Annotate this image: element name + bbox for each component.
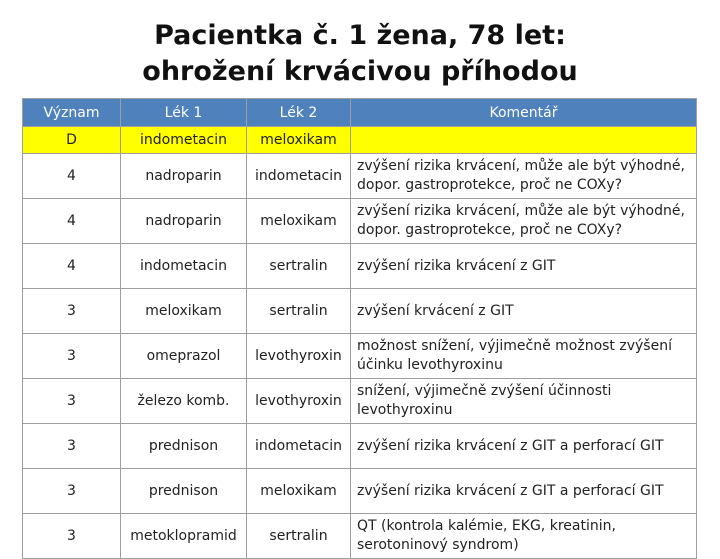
cell-vyznam: 4 bbox=[23, 154, 121, 199]
page-title bbox=[0, 18, 720, 90]
header-vyznam: Význam bbox=[23, 99, 121, 127]
cell-lek-2: meloxikam bbox=[247, 199, 351, 244]
cell-lek-1: indometacin bbox=[121, 127, 247, 154]
cell-komentar: zvýšení rizika krvácení z GIT a perforací GIT bbox=[351, 424, 697, 469]
cell-vyznam: 4 bbox=[23, 199, 121, 244]
table-row bbox=[23, 154, 697, 199]
cell-komentar: možnost snížení, výjimečně možnost zvýšení účinku levothyroxinu bbox=[351, 334, 697, 379]
cell-komentar: zvýšení rizika krvácení z GIT a perforací GIT bbox=[351, 469, 697, 514]
cell-lek-1: omeprazol bbox=[121, 334, 247, 379]
cell-komentar: zvýšení rizika krvácení, může ale být výhodné, dopor. gastroprotekce, proč ne COXy? bbox=[351, 199, 697, 244]
cell-komentar bbox=[351, 127, 697, 154]
table-row bbox=[23, 514, 697, 559]
cell-komentar: zvýšení rizika krvácení z GIT bbox=[351, 244, 697, 289]
cell-lek-1: prednison bbox=[121, 469, 247, 514]
cell-vyznam: 3 bbox=[23, 424, 121, 469]
cell-vyznam: 3 bbox=[23, 514, 121, 559]
cell-lek-2: meloxikam bbox=[247, 127, 351, 154]
cell-lek-2: indometacin bbox=[247, 154, 351, 199]
cell-komentar: snížení, výjimečně zvýšení účinnosti levothyroxinu bbox=[351, 379, 697, 424]
cell-lek-1: indometacin bbox=[121, 244, 247, 289]
table-row bbox=[23, 379, 697, 424]
cell-lek-1: prednison bbox=[121, 424, 247, 469]
table-row bbox=[23, 244, 697, 289]
header-lek-1: Lék 1 bbox=[121, 99, 247, 127]
cell-lek-2: levothyroxin bbox=[247, 334, 351, 379]
cell-komentar: zvýšení krvácení z GIT bbox=[351, 289, 697, 334]
cell-vyznam: 3 bbox=[23, 289, 121, 334]
table-row bbox=[23, 289, 697, 334]
title-line-1: Pacientka č. 1 žena, 78 let: bbox=[154, 20, 566, 51]
cell-lek-2: levothyroxin bbox=[247, 379, 351, 424]
cell-vyznam: 3 bbox=[23, 379, 121, 424]
table-row bbox=[23, 469, 697, 514]
cell-lek-1: metoklopramid bbox=[121, 514, 247, 559]
cell-vyznam: 3 bbox=[23, 334, 121, 379]
cell-lek-2: sertralin bbox=[247, 289, 351, 334]
header-komentar: Komentář bbox=[351, 99, 697, 127]
table-row bbox=[23, 424, 697, 469]
cell-lek-2: sertralin bbox=[247, 244, 351, 289]
table-header-row bbox=[23, 99, 697, 127]
cell-lek-1: nadroparin bbox=[121, 154, 247, 199]
cell-lek-2: meloxikam bbox=[247, 469, 351, 514]
interaction-table bbox=[22, 98, 697, 559]
table-row-highlighted bbox=[23, 127, 697, 154]
cell-lek-2: indometacin bbox=[247, 424, 351, 469]
table-row bbox=[23, 199, 697, 244]
table-row bbox=[23, 334, 697, 379]
title-line-2: ohrožení krvácivou příhodou bbox=[142, 56, 578, 87]
cell-vyznam: 4 bbox=[23, 244, 121, 289]
header-lek-2: Lék 2 bbox=[247, 99, 351, 127]
cell-komentar: QT (kontrola kalémie, EKG, kreatinin, serotoninový syndrom) bbox=[351, 514, 697, 559]
cell-komentar: zvýšení rizika krvácení, může ale být výhodné, dopor. gastroprotekce, proč ne COXy? bbox=[351, 154, 697, 199]
cell-lek-1: nadroparin bbox=[121, 199, 247, 244]
cell-vyznam: 3 bbox=[23, 469, 121, 514]
cell-lek-2: sertralin bbox=[247, 514, 351, 559]
cell-vyznam: D bbox=[23, 127, 121, 154]
cell-lek-1: meloxikam bbox=[121, 289, 247, 334]
cell-lek-1: železo komb. bbox=[121, 379, 247, 424]
